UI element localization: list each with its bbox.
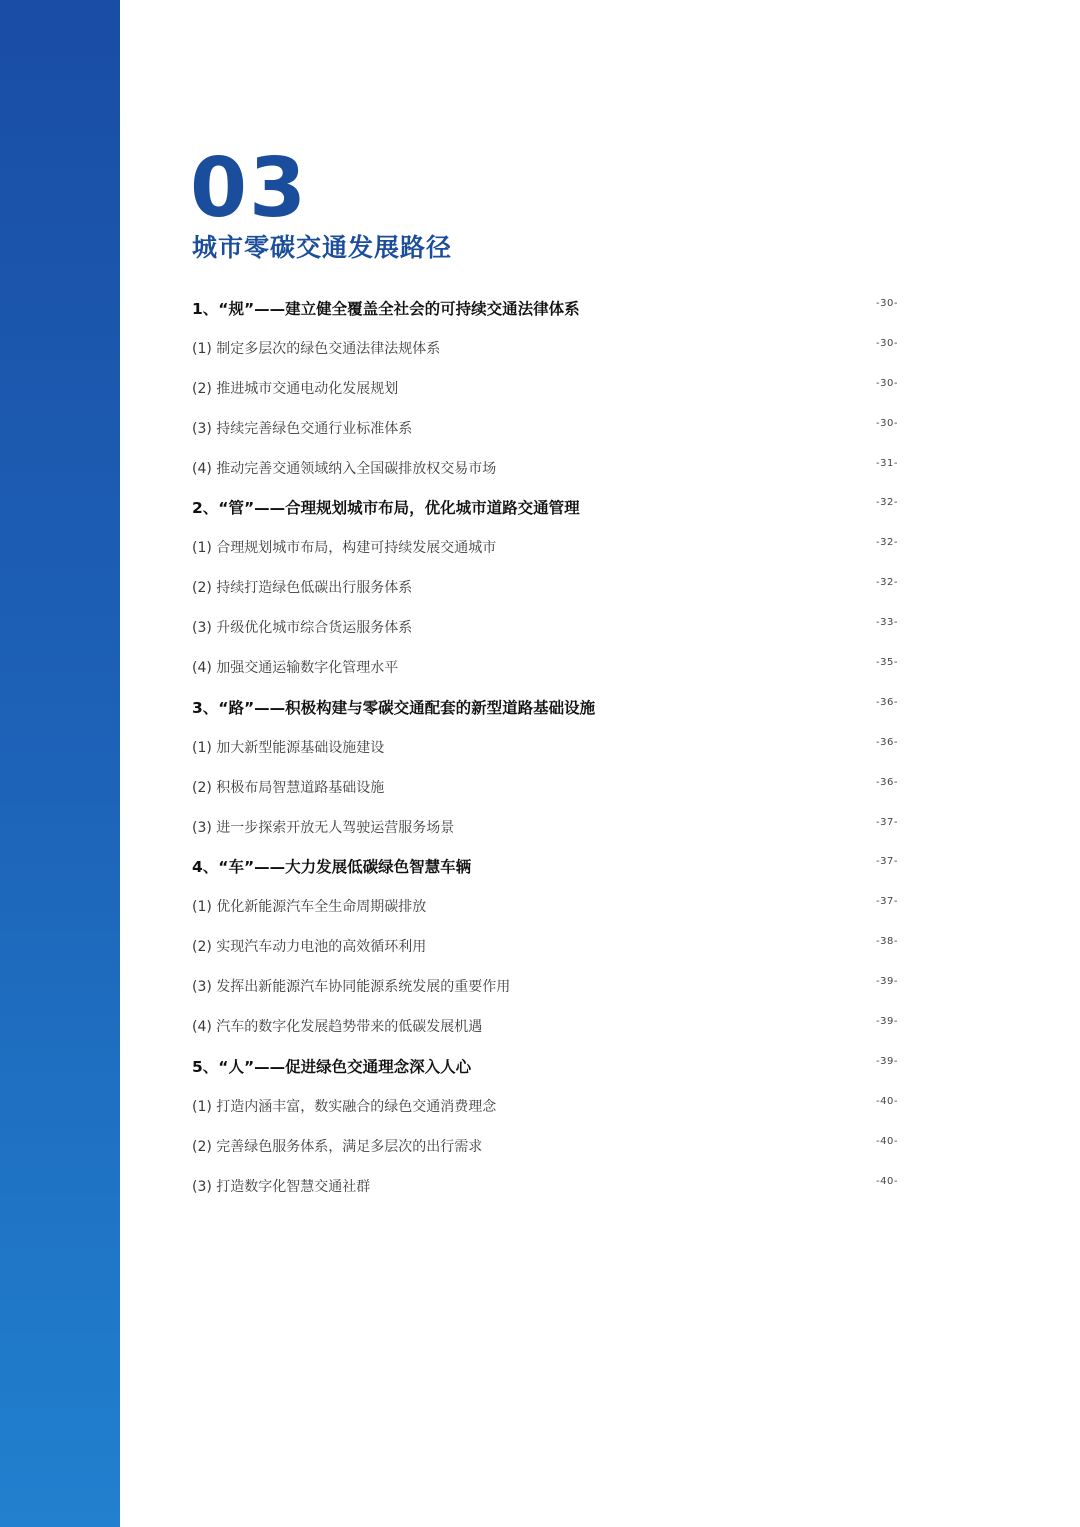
toc-section-entry[interactable]: [192, 288, 898, 328]
toc-subsection-entry[interactable]: [192, 926, 898, 966]
toc-subsection-entry[interactable]: [192, 567, 898, 607]
toc-subsection-entry[interactable]: [192, 727, 898, 767]
toc-entry-title: (3) 进一步探索开放无人驾驶运营服务场景: [192, 819, 455, 836]
toc-entry-title: (3) 持续完善绿色交通行业标准体系: [192, 420, 413, 437]
toc-page-number: -32-: [876, 577, 898, 589]
chapter-title: 城市零碳交通发展路径: [192, 233, 453, 262]
toc-subsection-entry[interactable]: [192, 647, 898, 687]
toc-entry-title: (3) 升级优化城市综合货运服务体系: [192, 620, 413, 637]
toc-page-number: -40-: [876, 1175, 898, 1187]
toc-entry-title: 2、“管”——合理规划城市布局，优化城市道路交通管理: [192, 499, 580, 518]
toc-page-number: -33-: [876, 617, 898, 629]
toc-page-number: -30-: [876, 417, 898, 429]
table-of-contents: [192, 288, 898, 1205]
toc-entry-title: 1、“规”——建立健全覆盖全社会的可持续交通法律体系: [192, 299, 580, 318]
toc-entry-title: (2) 完善绿色服务体系，满足多层次的出行需求: [192, 1138, 483, 1155]
toc-page-number: -37-: [876, 896, 898, 908]
toc-entry-title: (1) 加大新型能源基础设施建设: [192, 739, 385, 756]
toc-subsection-entry[interactable]: [192, 328, 898, 368]
toc-entry-title: (4) 推动完善交通领域纳入全国碳排放权交易市场: [192, 460, 497, 477]
toc-page-number: -36-: [876, 696, 898, 708]
toc-entry-title: (1) 制定多层次的绿色交通法律法规体系: [192, 340, 441, 357]
toc-section-entry[interactable]: [192, 846, 898, 886]
toc-section-entry[interactable]: [192, 687, 898, 727]
toc-section-entry[interactable]: [192, 1046, 898, 1086]
toc-page-number: -40-: [876, 1135, 898, 1147]
toc-entry-title: 3、“路”——积极构建与零碳交通配套的新型道路基础设施: [192, 698, 596, 717]
toc-entry-title: (3) 打造数字化智慧交通社群: [192, 1178, 371, 1195]
toc-subsection-entry[interactable]: [192, 1166, 898, 1206]
toc-subsection-entry[interactable]: [192, 966, 898, 1006]
toc-subsection-entry[interactable]: [192, 368, 898, 408]
toc-page-number: -39-: [876, 976, 898, 988]
decorative-side-bar: [0, 0, 120, 1527]
toc-subsection-entry[interactable]: [192, 767, 898, 807]
toc-page-number: -30-: [876, 337, 898, 349]
toc-subsection-entry[interactable]: [192, 1006, 898, 1046]
toc-page-number: -37-: [876, 816, 898, 828]
toc-page-number: -32-: [876, 497, 898, 509]
toc-entry-title: 5、“人”——促进绿色交通理念深入人心: [192, 1057, 472, 1076]
toc-entry-title: (1) 打造内涵丰富，数实融合的绿色交通消费理念: [192, 1098, 497, 1115]
toc-subsection-entry[interactable]: [192, 1086, 898, 1126]
toc-page-number: -31-: [876, 457, 898, 469]
toc-page-number: -32-: [876, 537, 898, 549]
toc-entry-title: 4、“车”——大力发展低碳绿色智慧车辆: [192, 858, 472, 877]
toc-entry-title: (1) 优化新能源汽车全生命周期碳排放: [192, 899, 427, 916]
toc-page-number: -39-: [876, 1055, 898, 1067]
toc-page-number: -36-: [876, 736, 898, 748]
toc-entry-title: (2) 实现汽车动力电池的高效循环利用: [192, 939, 427, 956]
toc-page-number: -35-: [876, 657, 898, 669]
toc-subsection-entry[interactable]: [192, 408, 898, 448]
toc-section-entry[interactable]: [192, 487, 898, 527]
toc-entry-title: (3) 发挥出新能源汽车协同能源系统发展的重要作用: [192, 979, 511, 996]
toc-entry-title: (4) 汽车的数字化发展趋势带来的低碳发展机遇: [192, 1018, 483, 1035]
toc-page-number: -30-: [876, 298, 898, 309]
toc-subsection-entry[interactable]: [192, 886, 898, 926]
toc-entry-title: (2) 推进城市交通电动化发展规划: [192, 380, 399, 397]
toc-page-number: -40-: [876, 1095, 898, 1107]
toc-page-number: -36-: [876, 776, 898, 788]
chapter-number: 03: [190, 141, 309, 236]
toc-subsection-entry[interactable]: [192, 448, 898, 488]
toc-subsection-entry[interactable]: [192, 807, 898, 847]
toc-subsection-entry[interactable]: [192, 527, 898, 567]
toc-entry-title: (2) 持续打造绿色低碳出行服务体系: [192, 580, 413, 597]
toc-page-number: -39-: [876, 1016, 898, 1028]
toc-entry-title: (2) 积极布局智慧道路基础设施: [192, 779, 385, 796]
toc-page-number: -37-: [876, 856, 898, 868]
toc-subsection-entry[interactable]: [192, 1126, 898, 1166]
toc-entry-title: (1) 合理规划城市布局，构建可持续发展交通城市: [192, 540, 497, 557]
toc-entry-title: (4) 加强交通运输数字化管理水平: [192, 659, 399, 676]
toc-page-number: -38-: [876, 936, 898, 948]
toc-page-number: -30-: [876, 377, 898, 389]
toc-subsection-entry[interactable]: [192, 607, 898, 647]
